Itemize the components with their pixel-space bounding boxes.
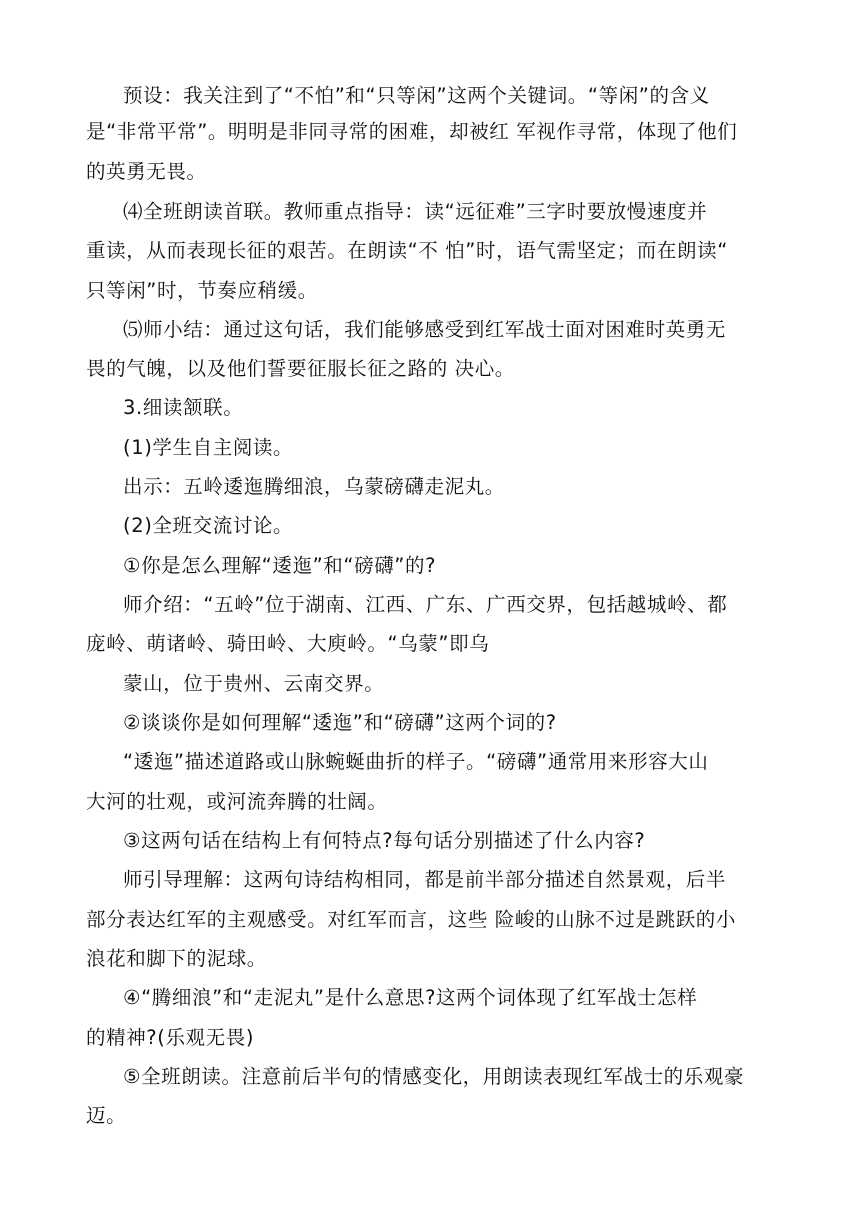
text-line: 重读，从而表现长征的艰苦。在朗读“不 怕”时，语气需坚定；而在朗读“ (86, 239, 728, 262)
text-line: 出示：五岭逶迤腾细浪，乌蒙磅礴走泥丸。 (123, 475, 505, 498)
text-line: ③这两句话在结构上有何特点?每句话分别描述了什么内容? (123, 829, 646, 852)
text-line: 蒙山，位于贵州、云南交界。 (123, 672, 385, 695)
text-line: ①你是怎么理解“逶迤”和“磅礴”的? (123, 554, 437, 577)
text-line: “逶迤”描述道路或山脉蜿蜒曲折的样子。“磅礴”通常用来形容大山 (123, 750, 709, 773)
text-line: 预设：我关注到了“不怕”和“只等闲”这两个关键词。“等闲”的含义 (123, 84, 710, 107)
text-line: ⑸师小结：通过这句话，我们能够感受到红军战士面对困难时英勇无 (123, 318, 727, 341)
text-line: 的英勇无畏。 (86, 160, 207, 183)
text-line: ⑷全班朗读首联。教师重点指导：读“远征难”三字时要放慢速度并 (123, 200, 708, 223)
text-line: 庞岭、萌诸岭、骑田岭、大庾岭。“乌蒙”即乌 (86, 632, 490, 655)
text-line: 迈。 (86, 1104, 127, 1127)
text-line: 大河的壮观，或河流奔腾的壮阔。 (86, 790, 388, 813)
text-line: 只等闲”时，节奏应稍缓。 (86, 279, 318, 302)
text-line: 的精神?(乐观无畏) (86, 1026, 255, 1049)
text-line: ②谈谈你是如何理解“逶迤”和“磅礴”这两个词的? (123, 711, 557, 734)
text-line: 3.细读颔联。 (123, 396, 244, 419)
text-line: 师介绍：“五岭”位于湖南、江西、广东、广西交界，包括越城岭、都 (123, 593, 728, 616)
text-line: 畏的气魄，以及他们誓要征服长征之路的 决心。 (86, 357, 515, 380)
text-line: (2)全班交流讨论。 (123, 514, 294, 537)
text-line: (1)学生自主阅读。 (123, 436, 294, 459)
text-line: 部分表达红军的主观感受。对红军而言，这些 险峻的山脉不过是跳跃的小 (86, 908, 736, 931)
text-line: ④“腾细浪”和“走泥丸”是什么意思?这两个词体现了红军战士怎样 (123, 986, 698, 1009)
text-line: ⑤全班朗读。注意前后半句的情感变化，用朗读表现红军战士的乐观豪 (123, 1065, 745, 1088)
text-line: 是“非常平常”。明明是非同寻常的困难，却被红 军视作寻常，体现了他们 (86, 120, 738, 143)
text-line: 师引导理解：这两句诗结构相同，都是前半部分描述自然景观，后半 (123, 868, 727, 891)
text-line: 浪花和脚下的泥球。 (86, 947, 267, 970)
